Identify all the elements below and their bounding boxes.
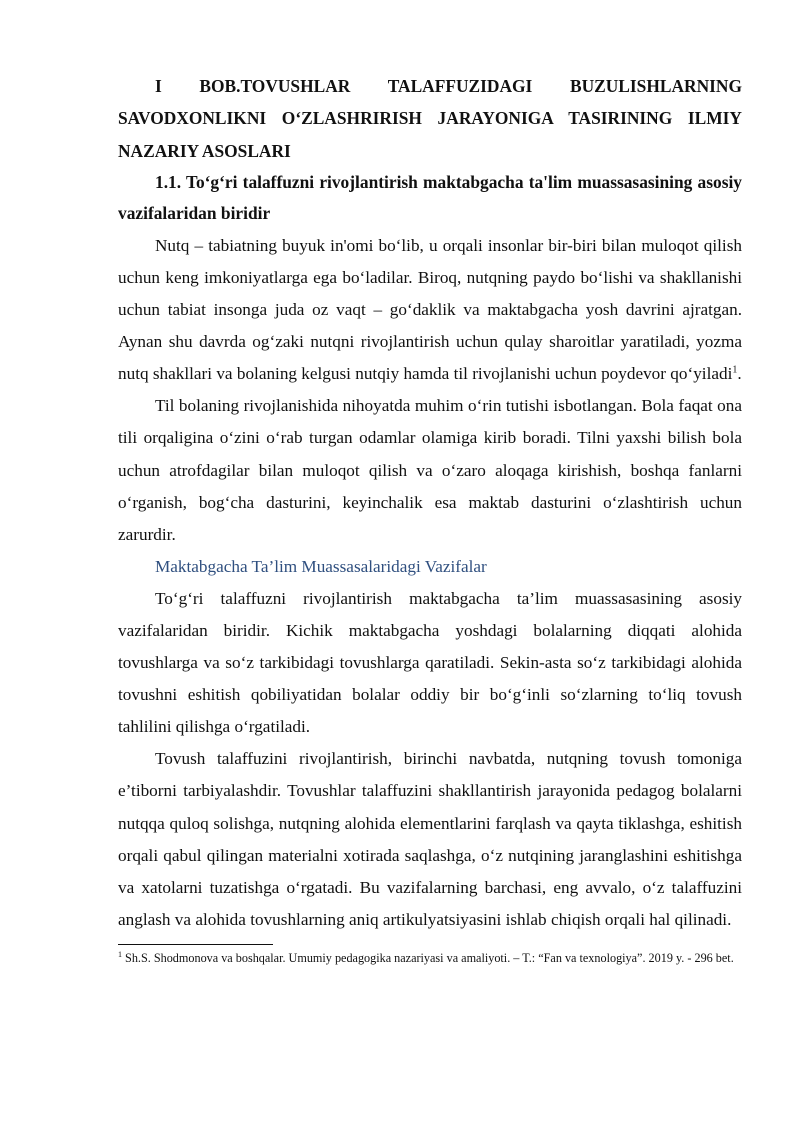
footnote-number: 1 [118, 949, 122, 959]
chapter-title: I BOB.TOVUSHLAR TALAFFUZIDAGI BUZULISHLARNING SAVODXONLIKNI O‘ZLASHRIRISH JARAYONIGA TASIRINING ILMIY NAZARIY ASOSLARI [118, 76, 742, 161]
subheading: Maktabgacha Ta’lim Muassasalaridagi Vazifalar [155, 556, 487, 576]
footnote-reference[interactable]: 1 [732, 364, 738, 376]
section-title: 1.1. To‘g‘ri talaffuzni rivojlantirish maktabgacha ta'lim muassasasining asosiy vazifalaridan biridir [118, 171, 742, 224]
paragraph-1-text: Nutq – tabiatning buyuk in'omi bo‘lib, u orqali insonlar bir-biri bilan muloqot qilish uchun keng imkoniyatlarga ega bo‘ladilar. Biroq, nutqning paydo bo‘lishi va shakllanishi uchun tabiat insonga juda oz vaqt – go‘daklik va maktabgacha yosh davrini ajratgan. Aynan shu davrda og‘zaki nutqni rivojlantirish uchun qulay sharoitlar yaratiladi, yozma nutq shakllari va bolaning kelgusi nutqiy hamda til rivojlanishi uchun poydevor qo‘yiladi [118, 235, 742, 384]
paragraph-2: Til bolaning rivojlanishida nihoyatda muhim o‘rin tutishi isbotlangan. Bola faqat ona tili orqaligina o‘zini o‘rab turgan odamlar olamiga kirib boradi. Tilni yaxshi bilish bola uchun atrofdagilar bilan muloqot qilish va o‘zaro aloqaga kirishish, boshqa fanlarni o‘rganish, bog‘cha dasturini, keyinchalik esa maktab dasturini o‘zlashtirish uchun zarurdir. [118, 396, 742, 544]
footnote [118, 949, 742, 967]
paragraph-4: Tovush talaffuzini rivojlantirish, birinchi navbatda, nutqning tovush tomoniga e’tiborni tarbiyalashdir. Tovushlar talaffuzini shakllantirish jarayonida pedagog bolalarni nutqqa quloq solishga, nutqning alohida elementlarini farqlash va qayta tiklashga, eshitish orqali qabul qilingan materialni xotirada saqlashga, o‘z nutqining jaranglashini eshitishga va xatolarni tuzatishga o‘rgatadi. Bu vazifalarning barchasi, eng avvalo, o‘z talaffuzini anglash va alohida tovushlarning aniq artikulyatsiyasini ishlab chiqish orqali hal qilinadi. [118, 749, 742, 929]
paragraph-1 [118, 230, 742, 390]
paragraph-3: To‘g‘ri talaffuzni rivojlantirish maktabgacha ta’lim muassasasining asosiy vazifalaridan biridir. Kichik maktabgacha yoshdagi bolalarning diqqati alohida tovushlarga va so‘z tarkibidagi tovushlarga qaratiladi. Sekin-asta so‘z tarkibidagi alohida tovushni eshitish qobiliyatidan bolalar oddiy bir bo‘g‘inli so‘zlarning to‘liq tovush tahlilini qilishga o‘rgatiladi. [118, 588, 742, 737]
document-page [118, 70, 742, 967]
footnote-divider [118, 944, 273, 945]
footnote-text: Sh.S. Shodmonova va boshqalar. Umumiy pedagogika nazariyasi va amaliyoti. – T.: “Fan va texnologiya”. 2019 y. - 296 bet. [122, 950, 734, 965]
paragraph-1-end: . [737, 364, 742, 384]
